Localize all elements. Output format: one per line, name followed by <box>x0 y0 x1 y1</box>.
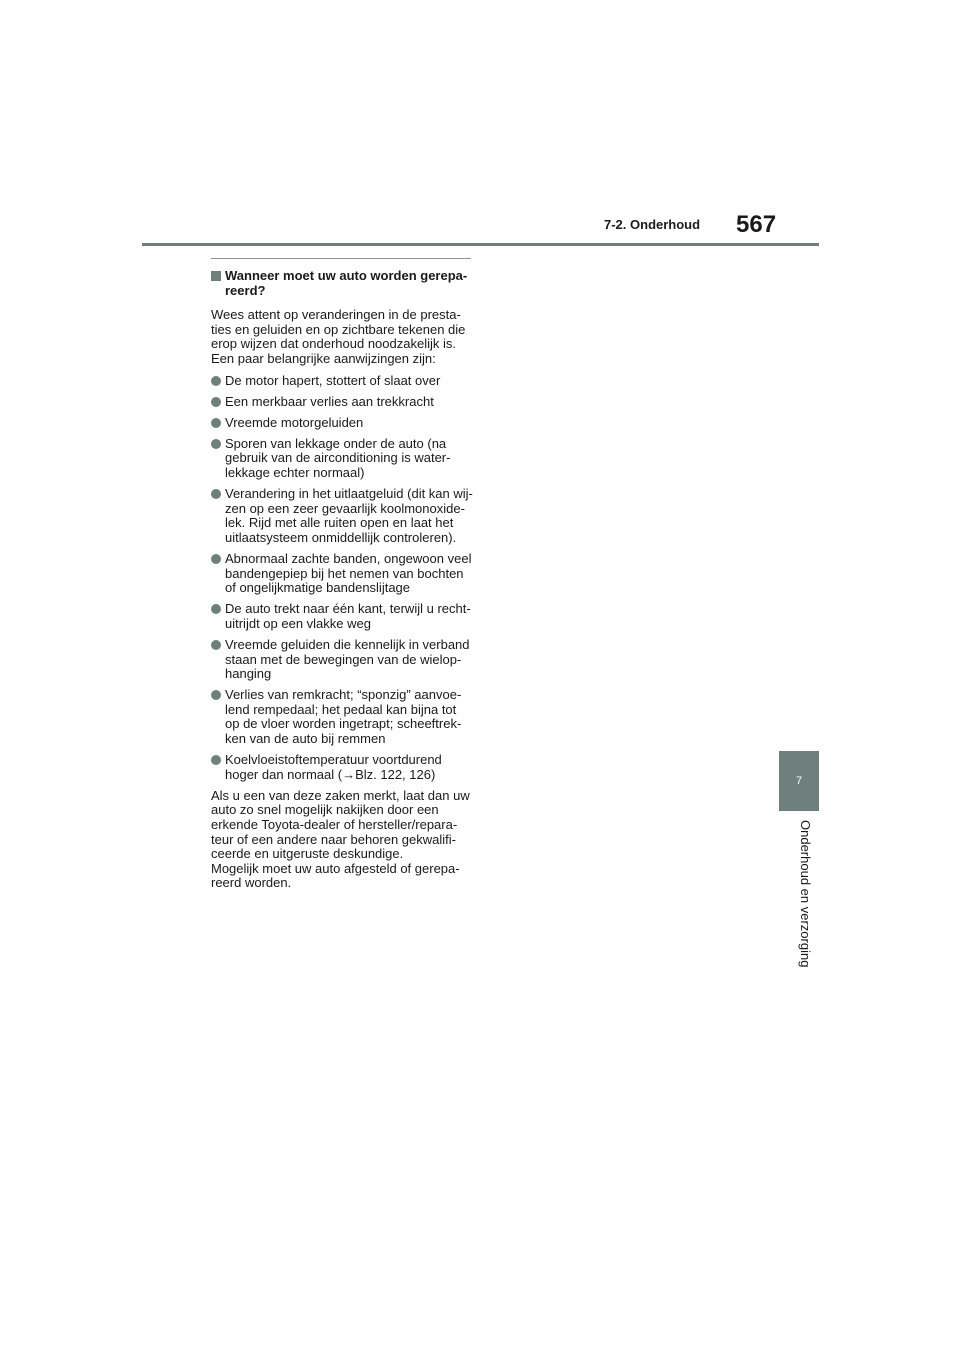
closing-line: auto zo snel mogelijk nakijken door een <box>211 802 439 818</box>
intro-line: erop wijzen dat onderhoud noodzakelijk is. <box>211 336 456 352</box>
closing-line: teur of een andere naar behoren gekwalifi- <box>211 831 456 847</box>
list-item <box>211 416 471 431</box>
circle-bullet-icon <box>211 640 221 650</box>
list-item-line: Sporen van lekkage onder de auto (na <box>225 435 447 451</box>
list-item-line: Een merkbaar verlies aan trekkracht <box>225 393 434 409</box>
list-item <box>211 602 471 631</box>
circle-bullet-icon <box>211 376 221 386</box>
list-item-line: Vreemde geluiden die kennelijk in verband <box>225 636 470 652</box>
list-item <box>211 374 471 389</box>
list-item <box>211 638 471 682</box>
list-item <box>211 395 471 410</box>
circle-bullet-icon <box>211 489 221 499</box>
heading-line: reerd? <box>225 282 266 298</box>
list-item-line: lek. Rijd met alle ruiten open en laat het <box>225 515 454 531</box>
list-item-line: of ongelijkmatige bandenslijtage <box>225 580 411 596</box>
section-heading <box>211 269 471 298</box>
list-item-line: zen op een zeer gevaarlijk koolmonoxide- <box>225 500 465 516</box>
list-item-line: lend rempedaal; het pedaal kan bijna tot <box>225 701 457 717</box>
circle-bullet-icon <box>211 418 221 428</box>
list-item-line: staan met de bewegingen van de wielop- <box>225 651 462 667</box>
list-item-line: De auto trekt naar één kant, terwijl u recht- <box>225 601 471 617</box>
content-rule <box>211 258 471 259</box>
list-item-line: Verandering in het uitlaatgeluid (dit kan wij- <box>225 486 473 502</box>
list-item-line: Koelvloeistoftemperatuur voortdurend <box>225 752 442 768</box>
header-section-title: 7-2. Onderhoud <box>604 217 701 232</box>
list-item-line: lekkage echter normaal) <box>225 465 365 481</box>
closing-line: erkende Toyota-dealer of hersteller/repara- <box>211 817 458 832</box>
circle-bullet-icon <box>211 439 221 449</box>
circle-bullet-icon <box>211 755 221 765</box>
intro-line: Wees attent op veranderingen in de presta- <box>211 307 461 323</box>
circle-bullet-icon <box>211 604 221 614</box>
closing-line: Als u een van deze zaken merkt, laat dan uw <box>211 787 470 803</box>
list-item <box>211 487 471 545</box>
chapter-number: 7 <box>795 775 803 787</box>
circle-bullet-icon <box>211 554 221 564</box>
symptom-list <box>211 374 471 783</box>
list-item-line: gebruik van de airconditioning is water- <box>225 450 451 466</box>
list-item-line: op de vloer worden ingetrapt; scheeftrek- <box>225 716 462 732</box>
list-item <box>211 688 471 746</box>
list-item-line: De motor hapert, stottert of slaat over <box>225 372 441 388</box>
circle-bullet-icon <box>211 690 221 700</box>
page-number: 567 <box>736 211 777 238</box>
square-bullet-icon <box>211 271 221 281</box>
closing-line: ceerde en uitgeruste deskundige. <box>211 846 404 862</box>
list-item-line: ken van de auto bij remmen <box>225 731 386 747</box>
list-item-line: uitlaatsysteem onmiddellijk controleren). <box>225 529 457 545</box>
list-item-line: Verlies van remkracht; “sponzig” aanvoe- <box>225 687 462 703</box>
content-column <box>211 258 471 891</box>
closing-line: reerd worden. <box>211 875 292 891</box>
list-item <box>211 753 471 782</box>
intro-line: Een paar belangrijke aanwijzingen zijn: <box>211 350 436 366</box>
heading-line: Wanneer moet uw auto worden gerepa- <box>225 268 468 283</box>
list-item-line: Vreemde motorgeluiden <box>225 414 364 430</box>
chapter-tab <box>779 751 819 811</box>
intro-line: ties en geluiden en op zichtbare tekenen die <box>211 321 466 337</box>
circle-bullet-icon <box>211 397 221 407</box>
closing-paragraph <box>211 789 471 891</box>
list-item-line: Abnormaal zachte banden, ongewoon veel <box>225 551 472 566</box>
list-item-line: hoger dan normaal (→Blz. 122, 126) <box>225 766 436 782</box>
list-item <box>211 437 471 481</box>
list-item-line: bandengepiep bij het nemen van bochten <box>225 565 464 581</box>
list-item-line: hanging <box>225 666 272 682</box>
header-rule <box>142 243 819 246</box>
list-item-line: uitrijdt op een vlakke weg <box>225 615 371 631</box>
closing-line: Mogelijk moet uw auto afgesteld of gerepa- <box>211 860 460 876</box>
list-item <box>211 552 471 596</box>
intro-paragraph <box>211 308 471 366</box>
chapter-label: Onderhoud en verzorging <box>798 820 813 968</box>
